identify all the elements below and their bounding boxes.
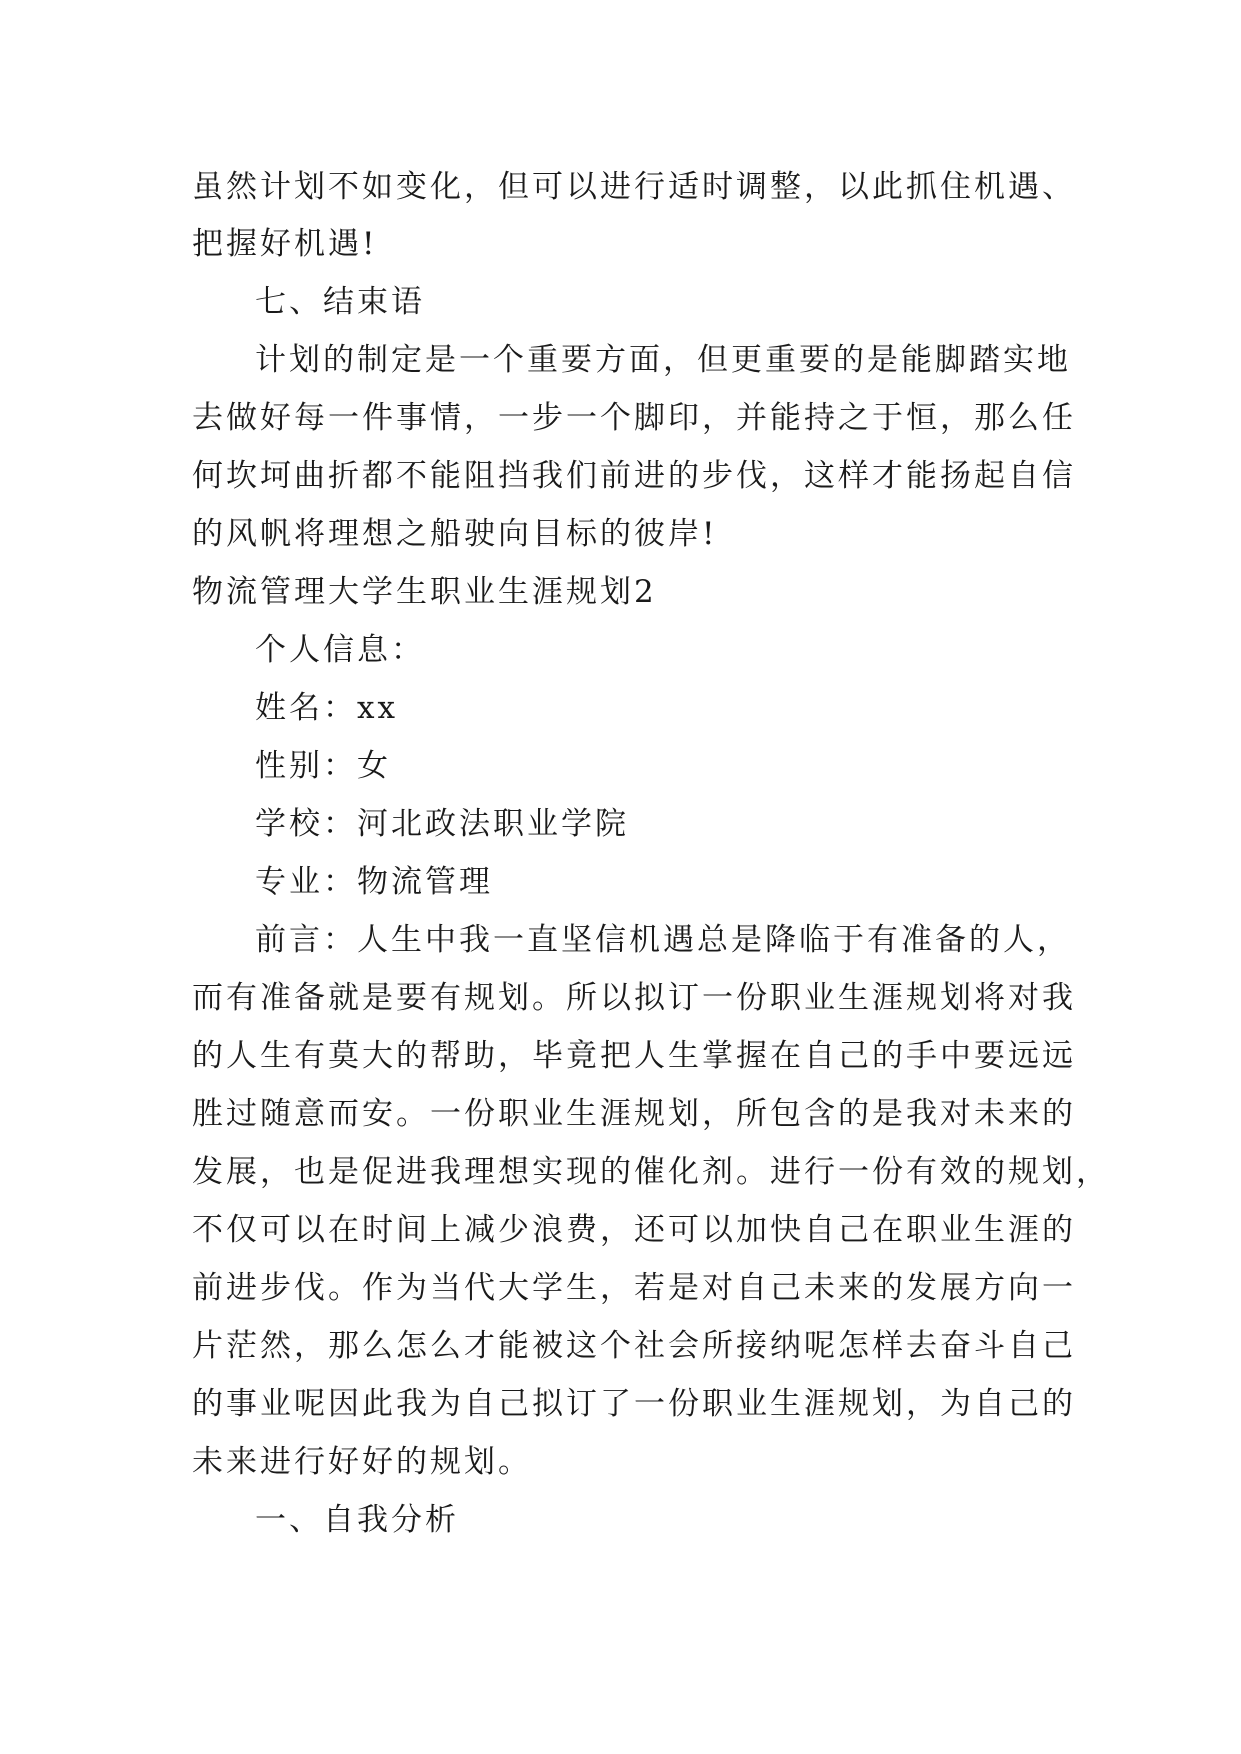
text-line: 的人生有莫大的帮助，毕竟把人生掌握在自己的手中要远远	[192, 1038, 1076, 1074]
section-heading: 一、自我分析	[255, 1502, 459, 1538]
text-line: 虽然计划不如变化，但可以进行适时调整，以此抓住机遇、	[192, 169, 1076, 205]
text-line: 发展，也是促进我理想实现的催化剂。进行一份有效的规划，	[192, 1154, 1110, 1190]
text-line: 而有准备就是要有规划。所以拟订一份职业生涯规划将对我	[192, 980, 1076, 1016]
text-line: 的事业呢因此我为自己拟订了一份职业生涯规划，为自己的	[192, 1386, 1076, 1422]
article-title: 物流管理大学生职业生涯规划2	[192, 574, 657, 610]
text-line: 前进步伐。作为当代大学生，若是对自己未来的发展方向一	[192, 1270, 1076, 1306]
text-line: 何坎坷曲折都不能阻挡我们前进的步伐，这样才能扬起自信	[192, 458, 1076, 494]
section-heading: 七、结束语	[255, 284, 425, 320]
text-line: 的风帆将理想之船驶向目标的彼岸!	[192, 516, 718, 552]
text-line: 计划的制定是一个重要方面，但更重要的是能脚踏实地	[255, 342, 1071, 378]
text-line: 个人信息：	[255, 632, 425, 668]
info-name: 姓名：xx	[255, 690, 398, 726]
info-school: 学校：河北政法职业学院	[255, 806, 629, 842]
text-line: 片茫然，那么怎么才能被这个社会所接纳呢怎样去奋斗自己	[192, 1328, 1076, 1364]
text-line: 未来进行好好的规划。	[192, 1444, 532, 1480]
text-line: 把握好机遇!	[192, 226, 378, 262]
info-major: 专业：物流管理	[255, 864, 493, 900]
text-line: 前言：人生中我一直坚信机遇总是降临于有准备的人，	[255, 922, 1071, 958]
text-line: 胜过随意而安。一份职业生涯规划，所包含的是我对未来的	[192, 1096, 1076, 1132]
text-line: 去做好每一件事情，一步一个脚印，并能持之于恒，那么任	[192, 400, 1076, 436]
text-line: 不仅可以在时间上减少浪费，还可以加快自己在职业生涯的	[192, 1212, 1076, 1248]
info-gender: 性别：女	[255, 748, 391, 784]
